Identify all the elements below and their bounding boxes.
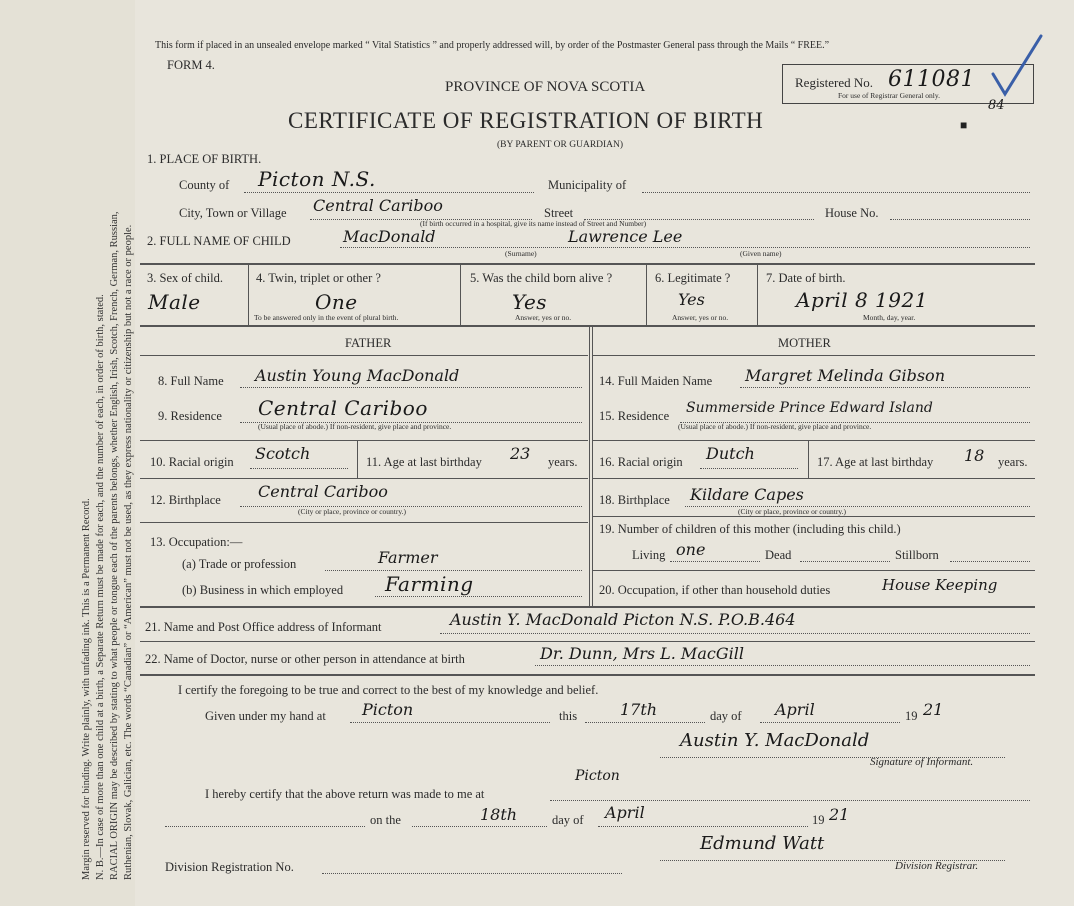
father-racial-label: 10. Racial origin (150, 455, 234, 469)
county-line (244, 192, 534, 193)
municipality-label: Municipality of (548, 178, 627, 192)
trade-line (325, 570, 582, 571)
father-name-line (240, 387, 582, 388)
dead-label: Dead (765, 548, 792, 562)
margin-line-3: RACIAL ORIGIN may be described by stating to what people or tongue each of the parents belongs, whether English, Irish, Scotch, French, German, Russian, (109, 211, 120, 880)
given-name-caption: (Given name) (740, 249, 782, 258)
row-divider (592, 478, 1035, 479)
doctor-line (535, 665, 1030, 666)
row-divider (140, 440, 588, 441)
mother-name-value: Margret Melinda Gibson (745, 366, 945, 385)
city-value: Central Cariboo (313, 196, 443, 215)
mother-age-value: 18 (964, 446, 985, 465)
reg-month-value: April (605, 803, 645, 822)
child-given-name: Lawrence Lee (568, 227, 683, 246)
child-name-label: 2. FULL NAME OF CHILD (147, 234, 291, 248)
father-occupation-label: 13. Occupation:— (150, 535, 243, 549)
city-label: City, Town or Village (179, 206, 287, 220)
day-line (585, 722, 705, 723)
mother-birthplace-note: (City or place, province or country.) (738, 507, 847, 516)
reg-year-prefix: 19 (812, 813, 825, 827)
leader-line (165, 826, 365, 827)
row-divider (140, 674, 1035, 676)
county-label: County of (179, 178, 230, 192)
row-divider (592, 516, 1035, 517)
mother-age-label: 17. Age at last birthday (817, 455, 934, 469)
stillborn-label: Stillborn (895, 548, 939, 562)
postal-notice: This form if placed in an unsealed envelope marked “ Vital Statistics ” and properly addressed will, by order of the Postmaster General pass through the Mails “ FREE.” (155, 40, 830, 51)
child-surname: MacDonald (343, 227, 436, 246)
living-value: one (676, 540, 706, 559)
year-prefix: 19 (905, 709, 918, 723)
division-registration-line (322, 873, 622, 874)
mother-heading-rule (592, 355, 1035, 356)
on-the-label: on the (370, 813, 401, 827)
sex-value: Male (148, 290, 201, 314)
division-registration-label: Division Registration No. (165, 860, 294, 874)
street-label: Street (544, 206, 574, 220)
mother-residence-value: Summerside Prince Edward Island (686, 400, 933, 416)
hospital-note: (If birth occurred in a hospital, give its name instead of Street and Number) (420, 219, 647, 228)
cell-divider (757, 263, 758, 325)
page-subtitle: (BY PARENT OR GUARDIAN) (497, 140, 624, 150)
parents-divider (589, 326, 590, 606)
month-line (760, 722, 900, 723)
father-birthplace-note: (City or place, province or country.) (298, 507, 407, 516)
page-title: CERTIFICATE OF REGISTRATION OF BIRTH (288, 108, 764, 133)
legitimate-value: Yes (678, 290, 705, 309)
mother-birthplace-label: 18. Birthplace (599, 493, 670, 507)
mother-residence-note: (Usual place of abode.) If non-resident, give place and province. (678, 422, 872, 431)
father-age-label: 11. Age at last birthday (366, 455, 482, 469)
cell-divider (248, 263, 249, 325)
registrar-signature: Edmund Watt (700, 833, 825, 854)
row-divider (140, 325, 1035, 327)
date-value: April 8 1921 (796, 288, 928, 312)
informant-label: 21. Name and Post Office address of Informant (145, 620, 382, 634)
house-label: House No. (825, 206, 879, 220)
this-label: this (559, 709, 578, 723)
day-value: 17th (620, 700, 658, 719)
month-value: April (775, 700, 815, 719)
place-of-birth-label: 1. PLACE OF BIRTH. (147, 152, 262, 166)
cell-divider (460, 263, 461, 325)
mother-name-line (740, 387, 1030, 388)
father-heading-rule (140, 355, 588, 356)
informant-signature: Austin Y. MacDonald (680, 730, 870, 751)
business-label: (b) Business in which employed (182, 583, 344, 597)
registrar-place-value: Picton (575, 768, 620, 784)
father-birthplace-label: 12. Birthplace (150, 493, 221, 507)
mother-years-label: years. (998, 455, 1028, 469)
sex-label: 3. Sex of child. (147, 271, 224, 285)
form-number: FORM 4. (167, 58, 215, 72)
date-note: Month, day, year. (863, 313, 916, 322)
business-value: Farming (385, 572, 474, 596)
informant-value: Austin Y. MacDonald Picton N.S. P.O.B.464 (450, 610, 796, 629)
stillborn-line (950, 561, 1030, 562)
alive-note: Answer, yes or no. (515, 313, 572, 322)
parents-divider (592, 326, 593, 606)
dead-line (800, 561, 890, 562)
father-birthplace-line (240, 506, 582, 507)
certify-text: I certify the foregoing to be true and correct to the best of my knowledge and belief. (178, 683, 599, 697)
cell-divider (357, 440, 358, 478)
mother-birthplace-line (685, 506, 1030, 507)
row-divider (140, 606, 1035, 608)
children-count-label: 19. Number of children of this mother (including this child.) (599, 522, 901, 536)
row-divider (140, 522, 588, 523)
row-divider (592, 570, 1035, 571)
given-under-label: Given under my hand at (205, 709, 326, 723)
signature-caption: Signature of Informant. (870, 756, 974, 768)
reg-month-line (598, 826, 808, 827)
father-racial-value: Scotch (255, 444, 311, 463)
father-name-value: Austin Young MacDonald (255, 366, 460, 385)
municipality-line (642, 192, 1030, 193)
living-label: Living (632, 548, 666, 562)
row-divider (140, 263, 1035, 265)
registered-label: Registered No. (795, 75, 873, 90)
margin-line-2: N. B.—In case of more than one child at a birth, a Separate Return must be made for each, and the number of each, in order of birth, stated. (95, 294, 106, 880)
mother-occupation-label: 20. Occupation, if other than household duties (599, 583, 831, 597)
row-divider (140, 478, 588, 479)
margin-line-1: Margin reserved for binding. Write plainly, with unfading ink. This is a Permanent Record. (81, 498, 92, 880)
twin-note: To be answered only in the event of plural birth. (254, 313, 399, 322)
registrar-note: For use of Registrar General only. (838, 91, 940, 100)
trade-value: Farmer (378, 548, 438, 567)
father-name-label: 8. Full Name (158, 374, 224, 388)
cell-divider (646, 263, 647, 325)
legitimate-note: Answer, yes or no. (672, 313, 729, 322)
alive-label: 5. Was the child born alive ? (470, 271, 613, 285)
registrar-place-line (550, 800, 1030, 801)
father-residence-value: Central Cariboo (258, 396, 428, 420)
reg-day-line (412, 826, 547, 827)
mother-heading: MOTHER (778, 336, 831, 350)
father-residence-label: 9. Residence (158, 409, 222, 423)
province-heading: PROVINCE OF NOVA SCOTIA (445, 79, 646, 95)
father-heading: FATHER (345, 336, 392, 350)
date-label: 7. Date of birth. (766, 271, 846, 285)
business-line (375, 596, 582, 597)
father-racial-line (250, 468, 348, 469)
father-years-label: years. (548, 455, 578, 469)
mother-racial-line (700, 468, 798, 469)
mother-racial-label: 16. Racial origin (599, 455, 683, 469)
mother-name-label: 14. Full Maiden Name (599, 374, 713, 388)
mother-racial-value: Dutch (706, 444, 755, 463)
mother-occupation-value: House Keeping (882, 576, 998, 594)
given-place-line (350, 722, 550, 723)
cell-divider (808, 440, 809, 478)
county-value: Picton N.S. (258, 167, 376, 191)
alive-value: Yes (512, 290, 548, 314)
margin-instructions (80, 20, 136, 880)
year-value: 21 (923, 700, 944, 719)
registered-number: 611081 (888, 67, 975, 92)
row-divider (592, 440, 1035, 441)
registrar-certify-text: I hereby certify that the above return was made to me at (205, 787, 485, 801)
corner-mark: 84 (988, 98, 1005, 113)
mother-birthplace-value: Kildare Capes (690, 485, 804, 504)
doctor-value: Dr. Dunn, Mrs L. MacGill (540, 644, 744, 663)
child-name-line (340, 247, 1030, 248)
mother-residence-label: 15. Residence (599, 409, 670, 423)
father-age-value: 23 (510, 444, 531, 463)
doctor-label: 22. Name of Doctor, nurse or other person in attendance at birth (145, 652, 465, 666)
surname-caption: (Surname) (505, 249, 537, 258)
row-divider (140, 641, 1035, 642)
binding-hole-icon: ■ (960, 118, 968, 132)
day-of-label: day of (710, 709, 742, 723)
reg-year-value: 21 (829, 805, 850, 824)
father-residence-note: (Usual place of abode.) If non-resident, give place and province. (258, 422, 452, 431)
informant-line (440, 633, 1030, 634)
margin-line-4: Ruthenian, Slovak, Galician, etc. The words “Canadian” or “American” must not be used, as they express nationality or citizenship but not a race or people. (123, 224, 134, 880)
reg-day-value: 18th (480, 805, 518, 824)
check-mark-icon (985, 32, 1045, 102)
legitimate-label: 6. Legitimate ? (655, 271, 731, 285)
house-line (890, 219, 1030, 220)
twin-value: One (315, 290, 358, 314)
living-line (670, 561, 760, 562)
twin-label: 4. Twin, triplet or other ? (256, 271, 381, 285)
father-birthplace-value: Central Cariboo (258, 482, 388, 501)
given-place-value: Picton (362, 700, 414, 719)
division-registrar-caption: Division Registrar. (895, 860, 979, 872)
reg-day-of-label: day of (552, 813, 584, 827)
trade-label: (a) Trade or profession (182, 557, 297, 571)
